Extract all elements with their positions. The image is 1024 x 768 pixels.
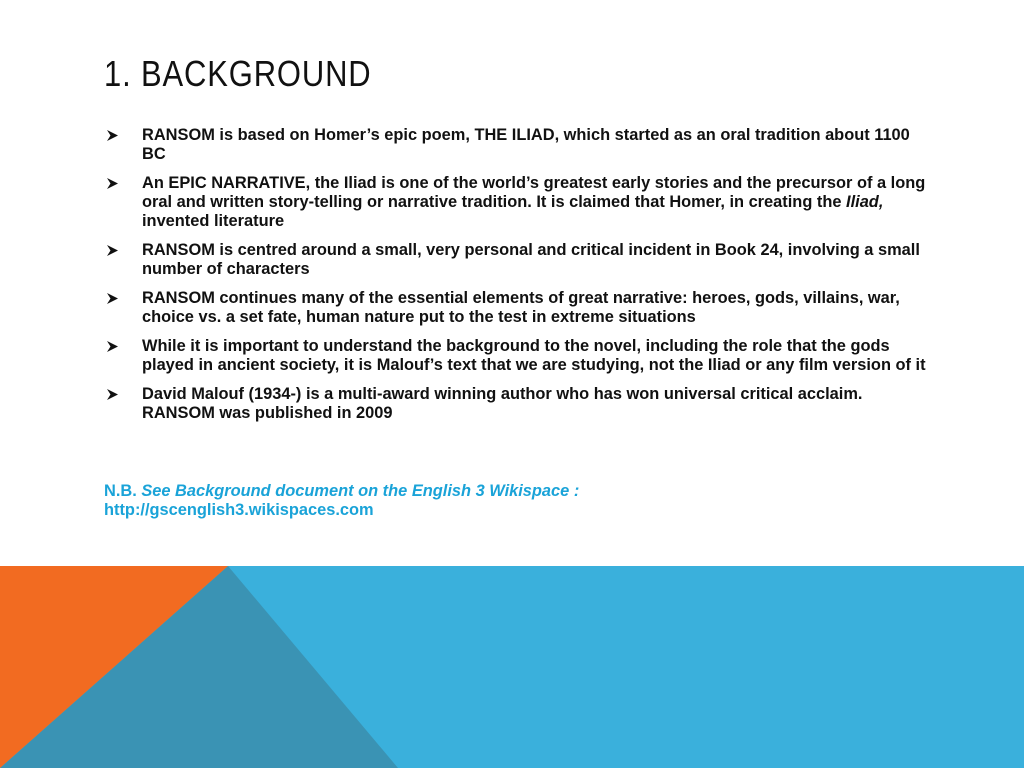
bullet-item xyxy=(104,385,934,423)
bullet-text: David Malouf (1934-) is a multi-award winning author who has won universal critical acclaim. RANSOM was published in 2009 xyxy=(142,385,863,422)
bullet-text: RANSOM is based on Homer’s epic poem, THE ILIAD, which started as an oral tradition about 1100 BC xyxy=(142,126,910,163)
bullet-text-after: invented literature xyxy=(142,212,285,230)
bullet-list xyxy=(104,126,934,433)
note-paragraph xyxy=(104,482,904,520)
bullet-item xyxy=(104,126,934,164)
bullet-item xyxy=(104,174,934,231)
slide-title: 1. BACKGROUND xyxy=(104,53,372,94)
arrow-bullet-icon xyxy=(106,292,119,305)
arrow-bullet-icon xyxy=(106,340,119,353)
bullet-item xyxy=(104,241,934,279)
bullet-text: RANSOM continues many of the essential elements of great narrative: heroes, gods, villains, war, choice vs. a set fate, human nature put to the test in extreme situations xyxy=(142,289,900,326)
note-prefix: N.B. xyxy=(104,482,142,500)
bullet-emphasis: Iliad, xyxy=(846,193,884,211)
bullet-item xyxy=(104,337,934,375)
bullet-text: RANSOM is centred around a small, very personal and critical incident in Book 24, involving a small number of characters xyxy=(142,241,920,278)
footer-decoration xyxy=(0,566,1024,768)
note-link[interactable]: http://gscenglish3.wikispaces.com xyxy=(104,501,374,519)
bullet-item xyxy=(104,289,934,327)
arrow-bullet-icon xyxy=(106,244,119,257)
bullet-text: An EPIC NARRATIVE, the Iliad is one of the world’s greatest early stories and the precursor of a long oral and written story-telling or narrative tradition. It is claimed that Homer, in creating the xyxy=(142,174,926,211)
arrow-bullet-icon xyxy=(106,388,119,401)
arrow-bullet-icon xyxy=(106,177,119,190)
bullet-text: While it is important to understand the background to the novel, including the role that the gods played in ancient society, it is Malouf’s text that we are studying, not the Iliad or any film version of it xyxy=(142,337,926,374)
note-italic-text: See Background document on the English 3 Wikispace : xyxy=(141,482,580,500)
arrow-bullet-icon xyxy=(106,129,119,142)
